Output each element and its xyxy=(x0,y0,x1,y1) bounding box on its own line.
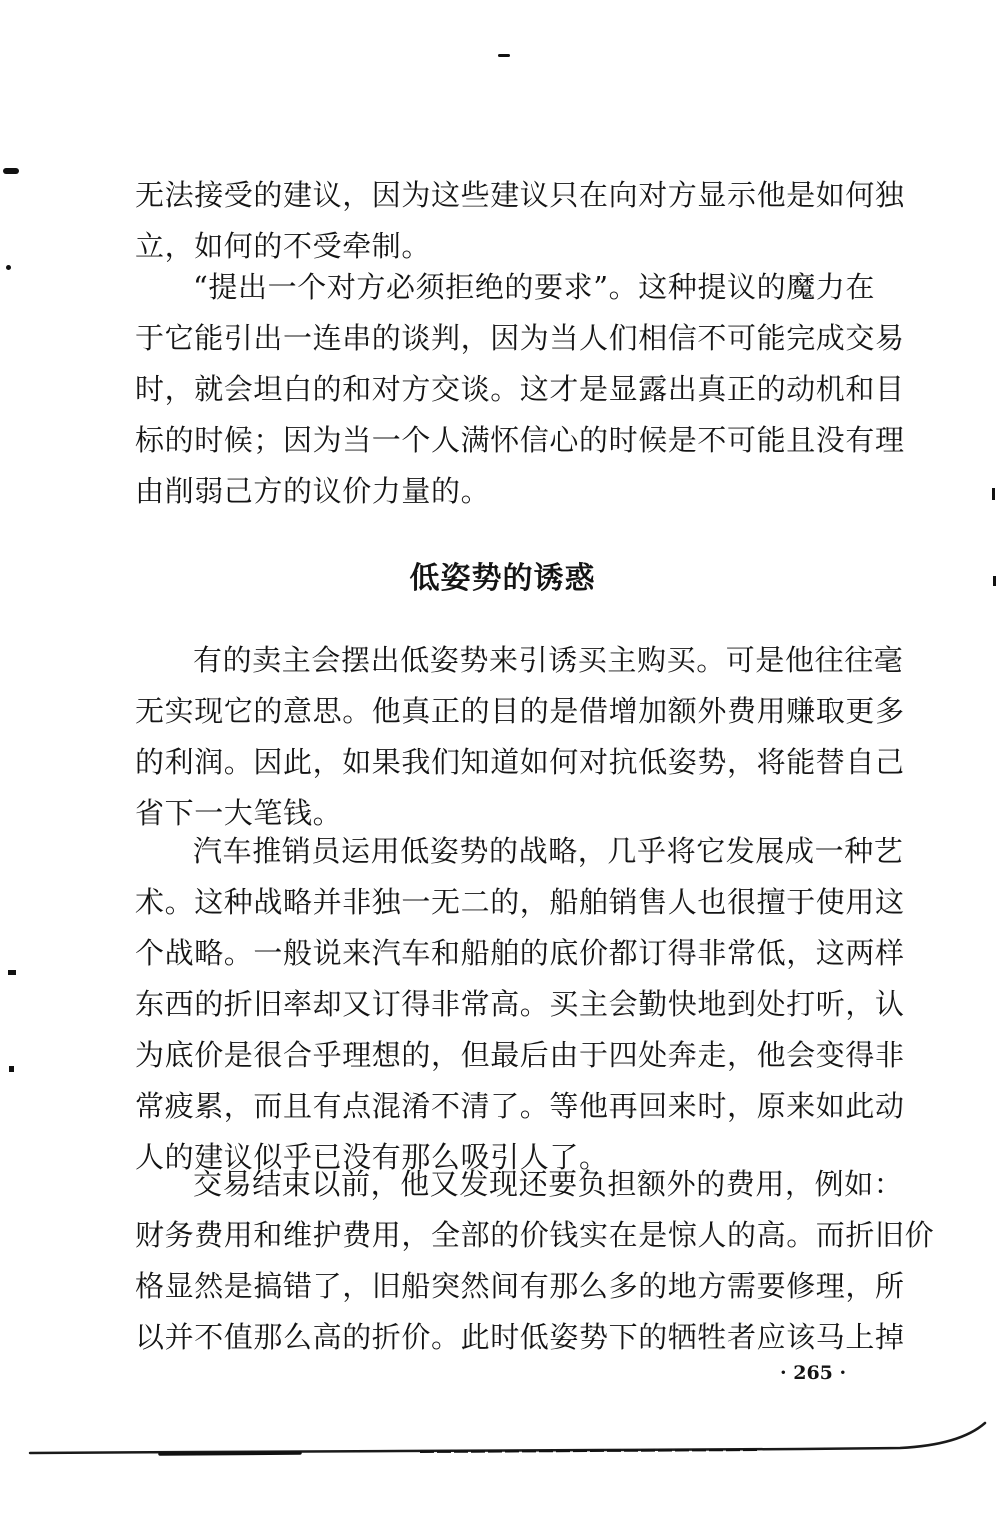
text-line: 个战略。一般说来汽车和船舶的底价都订得非常低，这两样 xyxy=(135,936,905,970)
paragraph-1 xyxy=(135,170,905,272)
text-line: 时，就会坦白的和对方交谈。这才是显露出真正的动机和目 xyxy=(135,372,905,406)
scan-speck xyxy=(6,265,11,270)
paragraph-3 xyxy=(135,635,905,839)
scan-speck xyxy=(3,168,19,174)
text-line: “提出一个对方必须拒绝的要求”。这种提议的魔力在 xyxy=(193,270,876,304)
text-line: 标的时候；因为当一个人满怀信心的时候是不可能且没有理 xyxy=(135,423,905,457)
text-line: 于它能引出一连串的谈判，因为当人们相信不可能完成交易 xyxy=(135,321,905,355)
text-line: 汽车推销员运用低姿势的战略，几乎将它发展成一种艺 xyxy=(193,834,904,868)
page-bottom-edge xyxy=(0,1405,1005,1465)
text-line: 东西的折旧率却又订得非常高。买主会勤快地到处打听，认 xyxy=(135,987,905,1021)
paragraph-5 xyxy=(135,1159,935,1363)
text-line: 常疲累，而且有点混淆不清了。等他再回来时，原来如此动 xyxy=(135,1089,905,1123)
scan-speck xyxy=(992,488,995,500)
text-line: 人的建议似乎已没有那么吸引人了。 xyxy=(135,1140,609,1174)
scan-speck xyxy=(9,1066,14,1072)
section-heading: 低姿势的诱惑 xyxy=(409,561,596,596)
text-line: 由削弱己方的议价力量的。 xyxy=(135,474,491,508)
text-line: 术。这种战略并非独一无二的，船舶销售人也很擅于使用这 xyxy=(135,885,905,919)
page-number: · 265 · xyxy=(780,1362,847,1384)
scan-speck xyxy=(8,970,16,975)
text-line: 无实现它的意思。他真正的目的是借增加额外费用赚取更多 xyxy=(135,694,905,728)
paragraph-4 xyxy=(135,826,905,1183)
paragraph-2 xyxy=(135,262,905,517)
text-line: 以并不值那么高的折价。此时低姿势下的牺牲者应该马上掉 xyxy=(135,1320,905,1354)
text-line: 为底价是很合乎理想的，但最后由于四处奔走，他会变得非 xyxy=(135,1038,905,1072)
text-line: 省下一大笔钱。 xyxy=(135,796,343,830)
text-line: 立，如何的不受牵制。 xyxy=(135,229,432,263)
text-line: 有的卖主会摆出低姿势来引诱买主购买。可是他往往毫 xyxy=(193,643,904,677)
scan-speck xyxy=(498,54,510,57)
text-line: 财务费用和维护费用，全部的价钱实在是惊人的高。而折旧价 xyxy=(135,1218,935,1252)
text-line: 无法接受的建议，因为这些建议只在向对方显示他是如何独 xyxy=(135,178,905,212)
text-line: 的利润。因此，如果我们知道如何对抗低姿势，将能替自己 xyxy=(135,745,905,779)
text-line: 格显然是搞错了，旧船突然间有那么多的地方需要修理，所 xyxy=(135,1269,905,1303)
text-line: 交易结束以前，他又发现还要负担额外的费用，例如： xyxy=(193,1167,904,1201)
